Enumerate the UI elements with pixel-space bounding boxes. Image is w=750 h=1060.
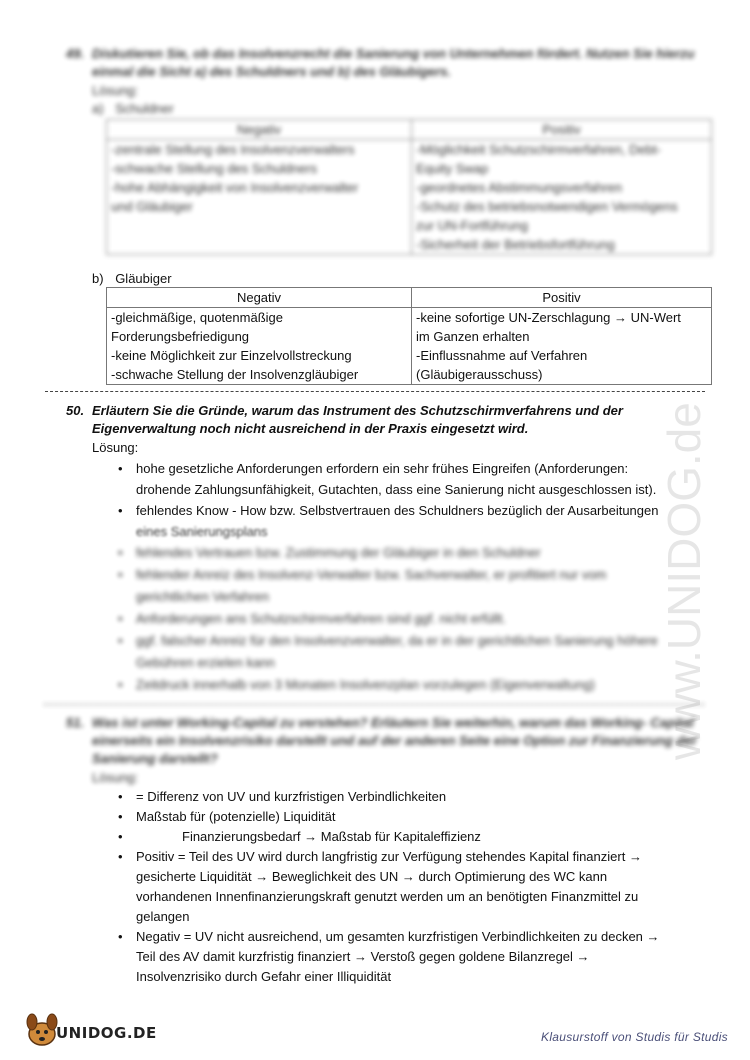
table-cell-positiv <box>412 140 712 255</box>
bullet-line: • Anforderungen ans Schutzschirmverfahren sind ggf. nicht erfüllt. <box>136 611 506 626</box>
cell-line: -keine Möglichkeit zur Einzelvollstreckung <box>111 348 352 363</box>
bullet-line: Insolvenzrisiko durch Gefahr einer Illiquidität <box>136 969 392 984</box>
cell-line: -schwache Stellung der Insolvenzgläubiger <box>111 367 359 382</box>
title-line: einerseits ein Insolvenzrisiko darstellt und auf der anderen Seite eine Option zur Finanzierung der <box>92 733 697 748</box>
bullet-line: • Zeitdruck innerhalb von 3 Monaten Insolvenzplan vorzulegen (Eigenverwaltung) <box>136 677 595 692</box>
cell-line: -schwache Stellung des Schuldners <box>111 161 317 176</box>
q50-bullet-list <box>114 458 714 542</box>
cell-line: zur UN-Fortführung <box>416 218 528 233</box>
table-header: Negativ <box>107 120 412 140</box>
bullet-line: • fehlendes Know - How bzw. Selbstvertrauen des Schuldners bezüglich der Ausarbeitungen <box>136 503 659 518</box>
title-line: Erläutern Sie die Gründe, warum das Instrument des Schutzschirmverfahrens und der <box>92 403 623 418</box>
loesung-label: Lösung: <box>92 83 139 98</box>
question-51-title <box>66 714 697 768</box>
list-item <box>114 608 714 630</box>
list-item <box>114 847 714 927</box>
bullet-line: vorhandenen Innenfinanzierungskraft genutzt werden um an benötigten Finanzmittel zu <box>136 889 639 904</box>
bullet-line: eines Sanierungsplans <box>136 524 268 539</box>
q51-bullet-list <box>114 787 714 987</box>
bullet-line: gelangen <box>136 909 190 924</box>
cell-line: -keine sofortige UN-Zerschlagung → UN-Wert <box>416 310 681 325</box>
list-item <box>114 542 714 564</box>
cell-line: -zentrale Stellung des Insolvenzverwalters <box>111 142 355 157</box>
list-item <box>114 500 714 542</box>
glaeubiger-table <box>106 287 712 385</box>
title-line: Eigenverwaltung noch nicht ausreichend in der Praxis eingesetzt wird. <box>92 421 529 436</box>
question-number: 50. <box>66 403 85 418</box>
subsection-title: Gläubiger <box>115 271 172 286</box>
cell-line: Forderungsbefriedigung <box>111 329 250 344</box>
question-49-title <box>66 45 694 81</box>
q50-blurred-bullet-list <box>114 542 714 697</box>
cell-line: -Möglichkeit Schutzschirmverfahren, Debt- <box>416 142 661 157</box>
cell-line: -hohe Abhängigkeit von Insolvenzverwalter <box>111 180 359 195</box>
bullet-line: • ggf. falscher Anreiz für den Insolvenzverwalter, da er in der gerichtlichen Sanierung höhere <box>136 633 658 648</box>
bullet-line: gerichtlichen Verfahren <box>136 589 269 604</box>
subsection-title: Schuldner <box>115 101 174 116</box>
section-divider <box>45 391 705 392</box>
subsection-label: a) <box>92 101 104 116</box>
loesung-label: Lösung: <box>92 770 139 785</box>
watermark <box>650 260 730 780</box>
cell-line: und Gläubiger <box>111 199 193 214</box>
bullet-line: • fehlender Anreiz des Insolvenz-Verwalter bzw. Sachverwalter, er profitiert nur vom <box>136 567 607 582</box>
bullet-line: • Positiv = Teil des UV wird durch langfristig zur Verfügung stehendes Kapital finanziert → <box>136 849 642 864</box>
table-header: Negativ <box>107 288 412 308</box>
subsection-label: b) <box>92 271 104 286</box>
cell-line: -Schutz des betriebsnotwendigen Vermögens <box>416 199 678 214</box>
table-cell-negativ <box>107 140 412 255</box>
title-line: Diskutieren Sie, ob das Insolvenzrecht die Sanierung von Unternehmen fördert. Nutzen Sie hierzu <box>92 46 695 61</box>
bullet-line: • hohe gesetzliche Anforderungen erfordern ein sehr frühes Eingreifen (Anforderungen: <box>136 461 629 476</box>
footer-tagline: Klausurstoff von Studis für Studis <box>541 1030 728 1044</box>
bullet-line: Teil des AV damit kurzfristig finanziert → Verstoß gegen goldene Bilanzregel → <box>136 949 590 964</box>
section-divider <box>44 704 704 705</box>
subsection-b-title <box>92 270 172 288</box>
bullet-line: drohende Zahlungsunfähigkeit, Gutachten, dass eine Sanierung nicht ausgeschlossen ist). <box>136 482 657 497</box>
list-item <box>114 564 714 608</box>
watermark-text: www.UNIDOG.de <box>658 402 710 760</box>
bullet-line: • Negativ = UV nicht ausreichend, um gesamten kurzfristigen Verbindlichkeiten zu decken → <box>136 929 660 944</box>
list-item <box>114 807 714 827</box>
table-cell-negativ <box>107 308 412 385</box>
list-item <box>114 630 714 674</box>
bullet-line: • Finanzierungsbedarf → Maßstab für Kapitaleffizienz <box>182 829 481 844</box>
table-header: Positiv <box>412 120 712 140</box>
bullet-line: Gebühren erzielen kann <box>136 655 275 670</box>
title-line: Sanierung darstellt? <box>92 751 218 766</box>
unidog-logo <box>22 1010 182 1050</box>
question-50-title <box>66 402 623 438</box>
cell-line: -gleichmäßige, quotenmäßige <box>111 310 283 325</box>
list-item <box>114 787 714 807</box>
schuldner-table <box>106 119 712 255</box>
cell-line: -Sicherheit der Betriebsfortführung <box>416 237 615 252</box>
cell-line: (Gläubigerausschuss) <box>416 367 543 382</box>
bullet-line: gesicherte Liquidität → Beweglichkeit des UN → durch Optimierung des WC kann <box>136 869 608 884</box>
list-item <box>114 927 714 987</box>
bullet-line: • Maßstab für (potenzielle) Liquidität <box>136 809 336 824</box>
sub-list-item <box>114 827 714 847</box>
question-number: 49. <box>66 46 85 61</box>
bullet-line: • fehlendes Vertrauen bzw. Zustimmung der Gläubiger in den Schuldner <box>136 545 541 560</box>
subsection-a-title <box>92 100 174 118</box>
list-item <box>114 674 714 696</box>
title-line: Was ist unter Working-Capital zu verstehen? Erläutern Sie weiterhin, warum das Working- Capital <box>92 715 694 730</box>
list-item <box>114 458 714 500</box>
loesung-label: Lösung: <box>92 440 139 455</box>
cell-line: Equity Swap <box>416 161 489 176</box>
logo-text: UNIDOG.DE <box>56 1024 157 1042</box>
title-line: einmal die Sicht a) des Schuldners und b) des Gläubigers. <box>92 64 452 79</box>
cell-line: im Ganzen erhalten <box>416 329 530 344</box>
table-header: Positiv <box>412 288 712 308</box>
question-number: 51. <box>66 715 85 730</box>
cell-line: -Einflussnahme auf Verfahren <box>416 348 588 363</box>
bullet-line: • = Differenz von UV und kurzfristigen Verbindlichkeiten <box>136 789 447 804</box>
cell-line: -geordnetes Abstimmungsverfahren <box>416 180 622 195</box>
